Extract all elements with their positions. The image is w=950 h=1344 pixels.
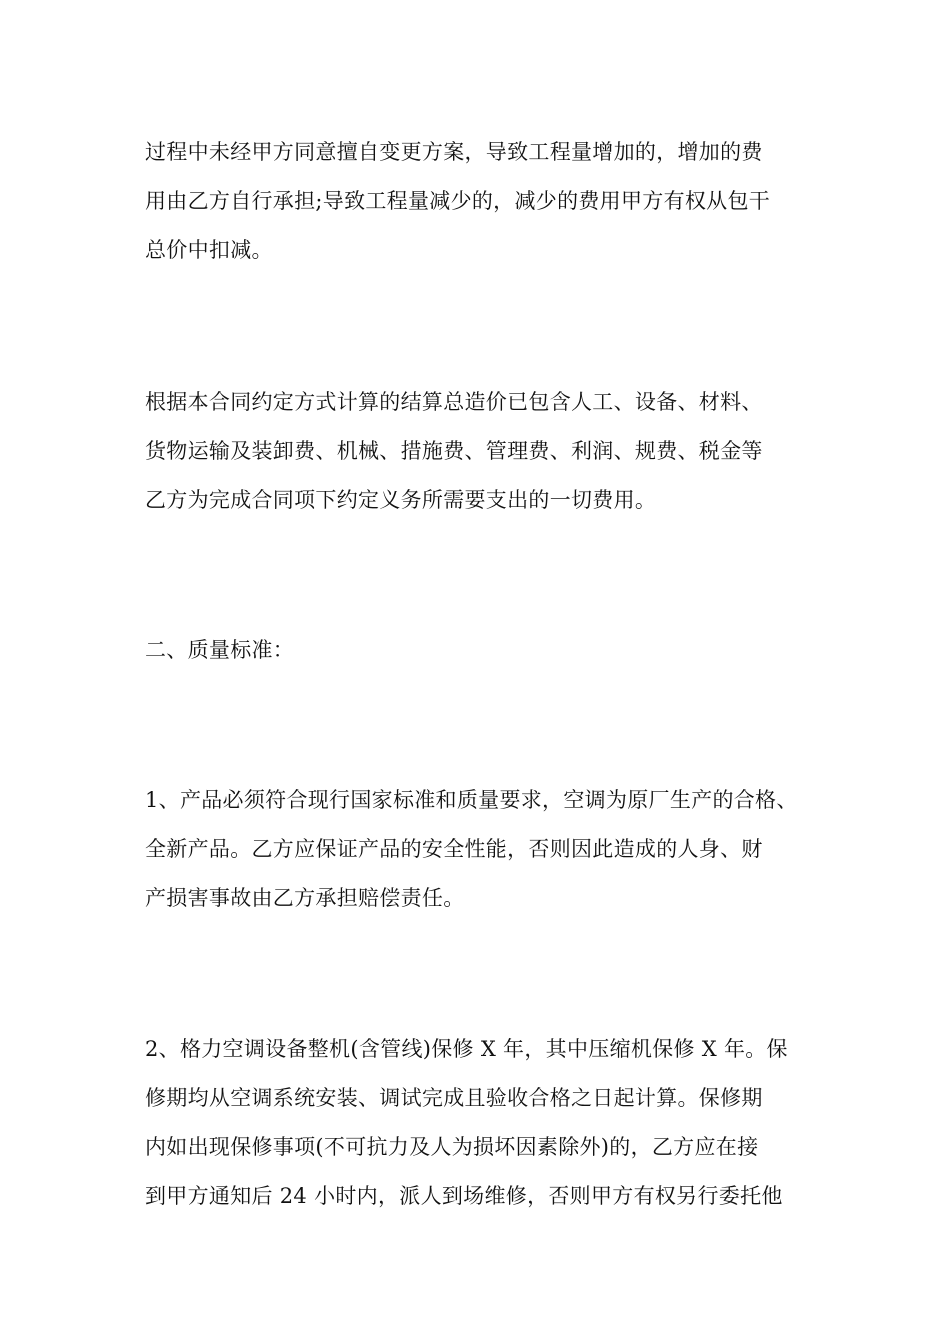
text-line: 2、格力空调设备整机(含管线)保修 X 年，其中压缩机保修 X 年。保 bbox=[145, 1037, 788, 1061]
text-line: 用由乙方自行承担;导致工程量减少的，减少的费用甲方有权从包干 bbox=[145, 189, 771, 213]
text-line: 总价中扣减。 bbox=[145, 238, 273, 262]
section-heading: 二、质量标准： bbox=[145, 638, 295, 662]
text-line: 乙方为完成合同项下约定义务所需要支出的一切费用。 bbox=[145, 488, 657, 512]
text-line: 货物运输及装卸费、机械、措施费、管理费、利润、规费、税金等 bbox=[145, 439, 763, 463]
text-line: 过程中未经甲方同意擅自变更方案，导致工程量增加的，增加的费 bbox=[145, 140, 763, 164]
text-line: 修期均从空调系统安装、调试完成且验收合格之日起计算。保修期 bbox=[145, 1086, 763, 1110]
text-line: 1、产品必须符合现行国家标准和质量要求，空调为原厂生产的合格、 bbox=[145, 788, 798, 812]
text-line: 产损害事故由乙方承担赔偿责任。 bbox=[145, 886, 465, 910]
text-line: 到甲方通知后 24 小时内，派人到场维修，否则甲方有权另行委托他 bbox=[145, 1184, 783, 1208]
text-line: 全新产品。乙方应保证产品的安全性能，否则因此造成的人身、财 bbox=[145, 837, 763, 861]
text-line: 内如出现保修事项(不可抗力及人为损坏因素除外)的，乙方应在接 bbox=[145, 1135, 759, 1159]
text-line: 根据本合同约定方式计算的结算总造价已包含人工、设备、材料、 bbox=[145, 390, 763, 414]
